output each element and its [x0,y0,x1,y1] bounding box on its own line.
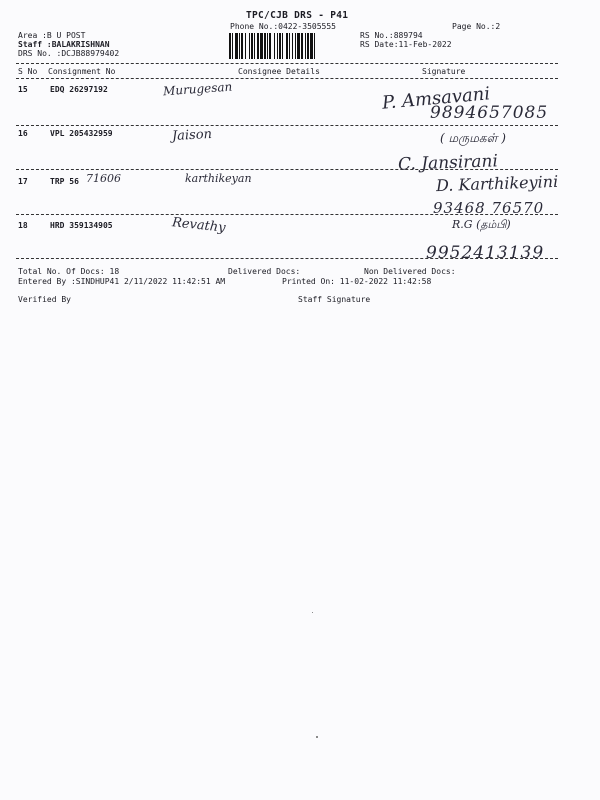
row-consignment-no: TRP 56 [50,177,79,186]
row-sno: 16 [18,129,28,138]
signature-name: D. Karthikeyini [435,171,559,196]
barcode-bar [269,33,271,59]
row-consignment-no: HRD 359134905 [50,221,113,230]
barcode-bar [241,33,243,59]
staff-label: Staff :BALAKRISHNAN [18,40,110,49]
col-header-signature: Signature [422,67,466,76]
col-header-consignee: Consignee Details [238,67,320,76]
row-consignee-handwritten: Revathy [171,215,227,236]
printed-on: Printed On: 11-02-2022 11:42:58 [282,277,432,286]
column-header-divider [16,78,558,79]
barcode-bar [279,33,281,59]
row-sno: 15 [18,85,28,94]
barcode-bar [282,33,283,59]
non-delivered-docs: Non Delivered Docs: [364,267,456,276]
rs-number: RS No.:889794 [360,31,423,40]
entered-by: Entered By :SINDHUP41 2/11/2022 11:42:51 AM [18,277,226,286]
barcode-bar [310,33,313,59]
phone-number: Phone No.:0422-3505555 [230,22,336,31]
scan-speck [312,612,313,613]
row-consignee-handwritten: Jaison [171,126,213,145]
signature-phone: 93468 76570 [433,199,545,217]
signature-phone: 9894657085 [430,103,549,123]
barcode-bar [267,33,268,59]
signature-relation: R.G (தம்பி) [452,218,511,231]
delivered-docs: Delivered Docs: [228,267,301,276]
signature-relation: ( மருமகள் ) [440,131,506,145]
row-consignment-handwritten: 71606 [86,172,121,185]
barcode-bar [257,33,259,59]
row-consignment-no: VPL 205432959 [50,129,113,138]
barcode-bar [277,33,278,59]
row-consignee-handwritten: karthikeyan [185,172,252,185]
page-number: Page No.:2 [452,22,501,31]
barcode-bar [239,33,240,59]
barcode-bar [305,33,306,59]
row-consignment-no: EDQ 26297192 [50,85,108,94]
staff-signature: Staff Signature [298,295,371,304]
drs-number: DRS No. :DCJB88979402 [18,49,120,58]
scan-speck [316,736,318,738]
barcode-bar [297,33,300,59]
barcode-bar [289,33,290,59]
barcode-bar [286,33,288,59]
rs-date: RS Date:11-Feb-2022 [360,40,452,49]
barcode-bar [245,33,246,59]
col-header-consignment: Consignment No [48,67,116,76]
barcode-bar [295,33,296,59]
barcode-bar [232,33,233,59]
barcode-bar [260,33,263,59]
row-divider [16,125,558,126]
barcode-bar [254,33,255,59]
barcode-bar [251,33,253,59]
signature-name: P. Amsavani [381,83,491,114]
barcode-bar [274,33,275,59]
signature-phone: 9952413139 [426,243,545,263]
row-consignee-handwritten: Murugesan [162,79,233,99]
header-divider [16,63,558,64]
total-docs: Total No. Of Docs: 18 [18,267,120,276]
barcode-bar [235,33,238,59]
barcode-bar [292,33,293,59]
verified-by: Verified By [18,295,71,304]
barcode-bar [249,33,250,59]
signature-name: C. Jansirani [397,151,499,175]
barcode [229,33,355,59]
barcode-bar [314,33,315,59]
col-header-sno: S No [18,67,38,76]
document-title: TPC/CJB DRS - P41 [246,10,349,21]
area-label: Area :B U POST [18,31,86,40]
barcode-bar [264,33,266,59]
row-sno: 18 [18,221,28,230]
barcode-bar [301,33,303,59]
row-sno: 17 [18,177,28,186]
barcode-bar [229,33,231,59]
barcode-bar [307,33,309,59]
